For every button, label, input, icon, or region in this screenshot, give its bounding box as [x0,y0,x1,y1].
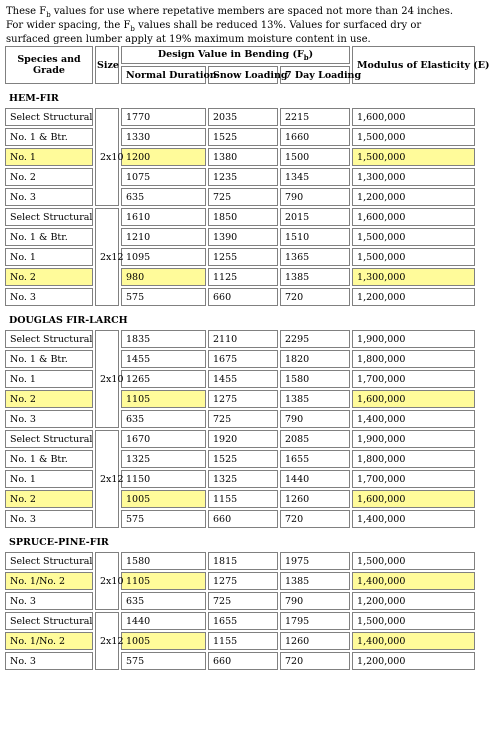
modulus-cell: 1,300,000 [352,168,475,186]
table-row [5,268,475,286]
grade-cell: Select Structural [5,552,93,570]
modulus-cell: 1,500,000 [352,552,475,570]
grade-cell: No. 2 [5,168,93,186]
table-row [5,430,475,448]
snow-loading-cell: 1815 [208,552,278,570]
bending-values-table [3,44,490,672]
snow-loading-cell: 1155 [208,632,278,650]
modulus-cell: 1,900,000 [352,330,475,348]
grade-cell: No. 1/No. 2 [5,572,93,590]
table-row [5,208,475,226]
normal-duration-cell: 1105 [121,572,206,590]
snow-loading-cell: 1850 [208,208,278,226]
snow-loading-cell: 1525 [208,450,278,468]
modulus-cell: 1,300,000 [352,268,475,286]
normal-duration-cell: 1200 [121,148,206,166]
day7-loading-cell: 1385 [280,268,350,286]
snow-loading-cell: 1235 [208,168,278,186]
normal-duration-cell: 1005 [121,632,206,650]
day7-loading-cell: 1510 [280,228,350,246]
snow-loading-cell: 1155 [208,490,278,508]
day7-loading-cell: 1385 [280,390,350,408]
modulus-cell: 1,400,000 [352,632,475,650]
species-group-heading: HEM-FIR [9,92,59,104]
table-row [5,128,475,146]
modulus-cell: 1,600,000 [352,390,475,408]
grade-cell: No. 1 & Btr. [5,228,93,246]
header-7-day-loading: 7 Day Loading [280,66,350,84]
size-cell: 2x12 [95,208,119,306]
modulus-cell: 1,600,000 [352,108,475,126]
table-row [5,390,475,408]
grade-cell: No. 1 [5,470,93,488]
day7-loading-cell: 720 [280,510,350,528]
modulus-cell: 1,500,000 [352,612,475,630]
normal-duration-cell: 1325 [121,450,206,468]
snow-loading-cell: 2110 [208,330,278,348]
grade-cell: No. 1 & Btr. [5,128,93,146]
snow-loading-cell: 1275 [208,572,278,590]
header-design-value: Design Value in Bending $(F_b)$ [121,46,350,64]
day7-loading-cell: 1655 [280,450,350,468]
snow-loading-cell: 1275 [208,390,278,408]
normal-duration-cell: 1835 [121,330,206,348]
grade-cell: No. 3 [5,288,93,306]
snow-loading-cell: 1390 [208,228,278,246]
snow-loading-cell: 1125 [208,268,278,286]
size-cell: 2x10 [95,330,119,428]
table-row [5,248,475,266]
table-row [5,288,475,306]
day7-loading-cell: 2295 [280,330,350,348]
snow-loading-cell: 1325 [208,470,278,488]
normal-duration-cell: 1150 [121,470,206,488]
normal-duration-cell: 1440 [121,612,206,630]
modulus-cell: 1,400,000 [352,572,475,590]
day7-loading-cell: 1580 [280,370,350,388]
table-row [5,510,475,528]
grade-cell: No. 3 [5,188,93,206]
normal-duration-cell: 635 [121,410,206,428]
size-cell: 2x12 [95,430,119,528]
grade-cell: No. 3 [5,652,93,670]
day7-loading-cell: 1440 [280,470,350,488]
snow-loading-cell: 725 [208,410,278,428]
snow-loading-cell: 1380 [208,148,278,166]
species-group-heading: SPRUCE-PINE-FIR [9,536,109,548]
modulus-cell: 1,400,000 [352,410,475,428]
day7-loading-cell: 790 [280,410,350,428]
grade-cell: Select Structural [5,430,93,448]
modulus-cell: 1,500,000 [352,228,475,246]
day7-loading-cell: 1260 [280,632,350,650]
table-row [5,470,475,488]
grade-cell: No. 3 [5,592,93,610]
table-row [5,410,475,428]
modulus-cell: 1,200,000 [352,652,475,670]
normal-duration-cell: 635 [121,188,206,206]
day7-loading-cell: 1660 [280,128,350,146]
grade-cell: No. 2 [5,268,93,286]
day7-loading-cell: 2015 [280,208,350,226]
grade-cell: Select Structural [5,108,93,126]
modulus-cell: 1,400,000 [352,510,475,528]
day7-loading-cell: 720 [280,652,350,670]
normal-duration-cell: 1005 [121,490,206,508]
normal-duration-cell: 1330 [121,128,206,146]
snow-loading-cell: 1525 [208,128,278,146]
table-body [5,86,475,670]
snow-loading-cell: 1655 [208,612,278,630]
modulus-cell: 1,800,000 [352,450,475,468]
snow-loading-cell: 725 [208,188,278,206]
normal-duration-cell: 575 [121,510,206,528]
normal-duration-cell: 1610 [121,208,206,226]
snow-loading-cell: 1920 [208,430,278,448]
normal-duration-cell: 1670 [121,430,206,448]
normal-duration-cell: 635 [121,592,206,610]
grade-cell: No. 2 [5,490,93,508]
day7-loading-cell: 1820 [280,350,350,368]
grade-cell: Select Structural [5,330,93,348]
table-row [5,552,475,570]
modulus-cell: 1,600,000 [352,490,475,508]
day7-loading-cell: 790 [280,592,350,610]
snow-loading-cell: 660 [208,288,278,306]
modulus-cell: 1,200,000 [352,288,475,306]
modulus-cell: 1,200,000 [352,592,475,610]
table-row [5,652,475,670]
size-cell: 2x10 [95,108,119,206]
snow-loading-cell: 2035 [208,108,278,126]
table-row [5,370,475,388]
grade-cell: No. 1 [5,370,93,388]
normal-duration-cell: 1210 [121,228,206,246]
snow-loading-cell: 660 [208,652,278,670]
size-cell: 2x10 [95,552,119,610]
snow-loading-cell: 1675 [208,350,278,368]
table-row [5,592,475,610]
grade-cell: No. 2 [5,390,93,408]
day7-loading-cell: 1345 [280,168,350,186]
day7-loading-cell: 720 [280,288,350,306]
grade-cell: No. 1 [5,248,93,266]
snow-loading-cell: 1455 [208,370,278,388]
grade-cell: Select Structural [5,612,93,630]
header-modulus: Modulus of Elasticity (E) [352,46,475,84]
table-row [5,490,475,508]
day7-loading-cell: 2215 [280,108,350,126]
day7-loading-cell: 1385 [280,572,350,590]
table-row [5,632,475,650]
table-row [5,330,475,348]
table-row [5,108,475,126]
snow-loading-cell: 725 [208,592,278,610]
normal-duration-cell: 1265 [121,370,206,388]
grade-cell: No. 1 & Btr. [5,450,93,468]
modulus-cell: 1,600,000 [352,208,475,226]
table-row [5,168,475,186]
modulus-cell: 1,500,000 [352,148,475,166]
table-row [5,572,475,590]
modulus-cell: 1,700,000 [352,370,475,388]
header-normal-duration: Normal Duration [121,66,206,84]
snow-loading-cell: 660 [208,510,278,528]
grade-cell: No. 1 & Btr. [5,350,93,368]
normal-duration-cell: 575 [121,288,206,306]
normal-duration-cell: 1095 [121,248,206,266]
table-row [5,228,475,246]
normal-duration-cell: 1455 [121,350,206,368]
table-row [5,450,475,468]
table-row [5,188,475,206]
table-row [5,350,475,368]
modulus-cell: 1,800,000 [352,350,475,368]
grade-cell: No. 1 [5,148,93,166]
table-row [5,148,475,166]
day7-loading-cell: 1260 [280,490,350,508]
grade-cell: Select Structural [5,208,93,226]
modulus-cell: 1,700,000 [352,470,475,488]
grade-cell: No. 3 [5,410,93,428]
day7-loading-cell: 1365 [280,248,350,266]
modulus-cell: 1,500,000 [352,128,475,146]
size-cell: 2x12 [95,612,119,670]
day7-loading-cell: 2085 [280,430,350,448]
day7-loading-cell: 1975 [280,552,350,570]
table-note: These $F_b$ values for use where repetative members are spaced not more than 24 inches. For wider spacing, the $F_b$ values shall be reduced 13%. Values for surfaced dry or surfaced green lumber apply at 19% maximum moisture content in use. [6,6,454,45]
modulus-cell: 1,900,000 [352,430,475,448]
day7-loading-cell: 1500 [280,148,350,166]
table-row [5,612,475,630]
normal-duration-cell: 980 [121,268,206,286]
header-species-grade: Species and Grade [5,46,93,84]
normal-duration-cell: 1105 [121,390,206,408]
snow-loading-cell: 1255 [208,248,278,266]
header-size: Size [95,46,119,84]
normal-duration-cell: 1580 [121,552,206,570]
grade-cell: No. 1/No. 2 [5,632,93,650]
normal-duration-cell: 1770 [121,108,206,126]
modulus-cell: 1,500,000 [352,248,475,266]
modulus-cell: 1,200,000 [352,188,475,206]
grade-cell: No. 3 [5,510,93,528]
day7-loading-cell: 1795 [280,612,350,630]
normal-duration-cell: 1075 [121,168,206,186]
day7-loading-cell: 790 [280,188,350,206]
header-snow-loading: Snow Loading [208,66,278,84]
species-group-heading: DOUGLAS FIR-LARCH [9,314,128,326]
normal-duration-cell: 575 [121,652,206,670]
